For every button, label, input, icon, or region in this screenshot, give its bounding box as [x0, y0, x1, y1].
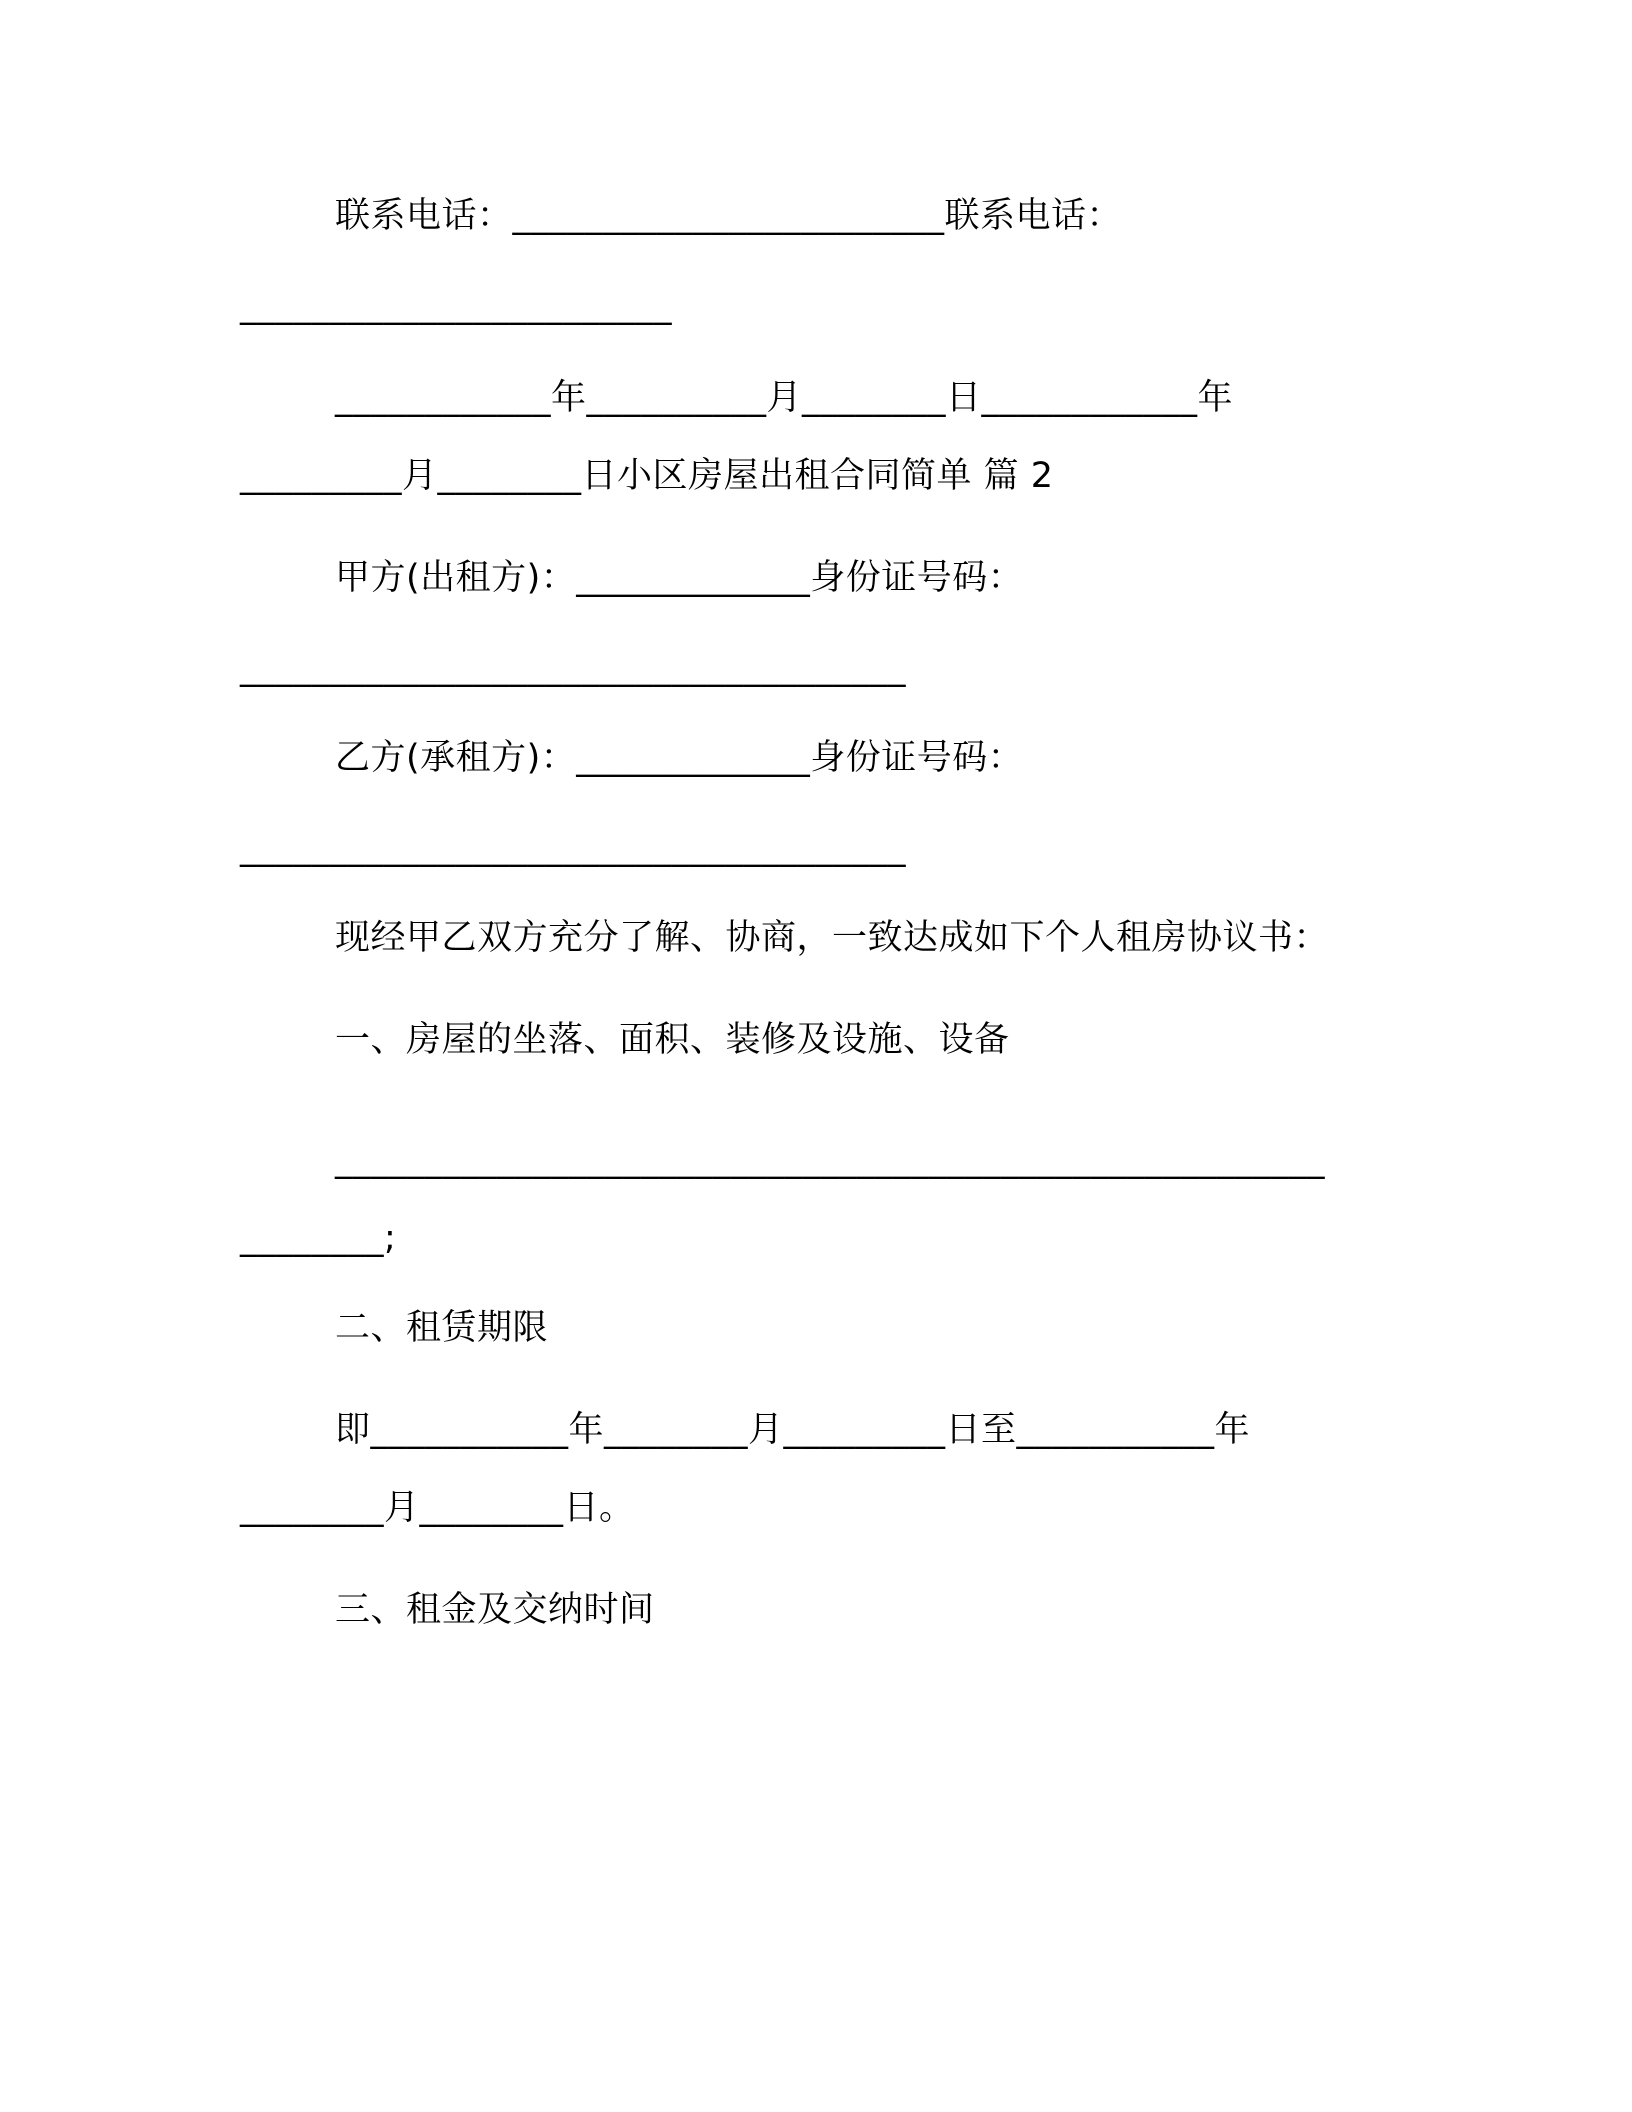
section-3-heading: 三、租金及交纳时间: [335, 1590, 655, 1630]
lease-period-end-line: ________月________日。: [240, 1488, 635, 1528]
date-title-line: _________月________日小区房屋出租合同简单 篇 2: [240, 456, 1054, 496]
party-a-line: 甲方(出租方)：_____________身份证号码：: [335, 558, 1024, 598]
section-1-heading: 一、房屋的坐落、面积、装修及设施、设备: [335, 1020, 1010, 1060]
section-1-blank-line: _______________________________________________________: [335, 1140, 1325, 1180]
party-b-id-blank-line: _____________________________________: [240, 828, 906, 868]
section-2-heading: 二、租赁期限: [335, 1308, 549, 1348]
party-b-line: 乙方(承租方)：_____________身份证号码：: [335, 738, 1024, 778]
contact-phone-line: 联系电话：________________________联系电话：: [335, 196, 1123, 236]
lease-period-line: 即___________年________月_________日至___________年: [335, 1410, 1251, 1450]
date-range-line: ____________年__________月________日____________年: [335, 378, 1234, 418]
agreement-intro-line: 现经甲乙双方充分了解、协商，一致达成如下个人租房协议书：: [335, 918, 1330, 958]
party-a-id-blank-line: _____________________________________: [240, 648, 906, 688]
section-1-blank-end-line: ________;: [240, 1218, 397, 1258]
contact-phone-blank-line: ________________________: [240, 286, 672, 326]
